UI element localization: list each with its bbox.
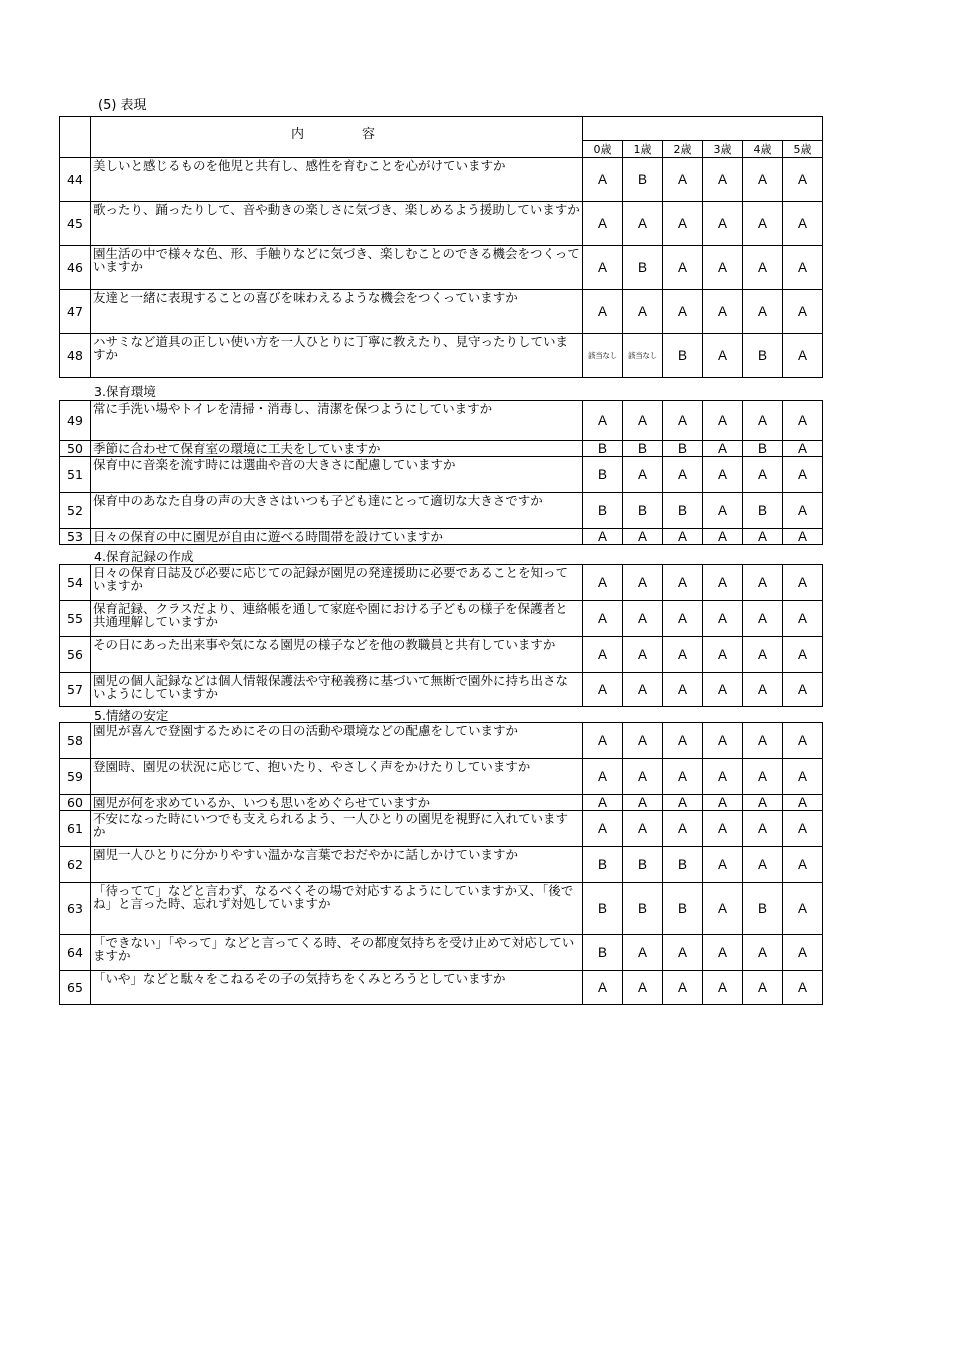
grade-age-1: A <box>623 529 663 545</box>
item-number: 46 <box>60 246 91 290</box>
grade-age-2: A <box>663 811 703 847</box>
header-number-cell <box>60 117 91 158</box>
table-row <box>60 457 823 493</box>
grade-age-2: B <box>663 441 703 457</box>
grade-age-1: A <box>623 723 663 759</box>
grade-age-5: A <box>783 158 823 202</box>
grade-age-3: A <box>703 158 743 202</box>
grade-age-3: A <box>703 457 743 493</box>
item-text: 保育記録、クラスだより、連絡帳を通して家庭や園における子どもの様子を保護者と共通理解していますか <box>91 601 583 637</box>
grade-age-5: A <box>783 290 823 334</box>
item-text: 日々の保育の中に園児が自由に遊べる時間帯を設けていますか <box>91 529 583 545</box>
header-age-4: 4歳 <box>743 141 783 158</box>
grade-age-3: A <box>703 565 743 601</box>
item-number: 49 <box>60 401 91 441</box>
item-number: 59 <box>60 759 91 795</box>
item-text: 園児が喜んで登園するためにその日の活動や環境などの配慮をしていますか <box>91 723 583 759</box>
grade-age-2: A <box>663 601 703 637</box>
section-label-records: 4.保育記録の作成 <box>94 549 194 564</box>
item-text: ハサミなど道具の正しい使い方を一人ひとりに丁寧に教えたり、見守ったりしていますか <box>91 334 583 378</box>
table-row <box>60 847 823 883</box>
grade-age-4: B <box>743 334 783 378</box>
grade-age-1: A <box>623 795 663 811</box>
grade-age-5: A <box>783 565 823 601</box>
grade-age-4: A <box>743 529 783 545</box>
grade-age-4: A <box>743 202 783 246</box>
grade-age-2: B <box>663 847 703 883</box>
header-age-5: 5歳 <box>783 141 823 158</box>
grade-age-4: B <box>743 493 783 529</box>
table-row <box>60 637 823 673</box>
table-row <box>60 811 823 847</box>
table-row <box>60 493 823 529</box>
item-number: 58 <box>60 723 91 759</box>
grade-age-3: A <box>703 883 743 935</box>
grade-age-5: A <box>783 847 823 883</box>
grade-age-3: A <box>703 529 743 545</box>
item-text: 友達と一緒に表現することの喜びを味わえるような機会をつくっていますか <box>91 290 583 334</box>
table-row <box>60 673 823 707</box>
item-text: 歌ったり、踊ったりして、音や動きの楽しさに気づき、楽しめるよう援助していますか <box>91 202 583 246</box>
grade-age-5: A <box>783 637 823 673</box>
grade-age-5: A <box>783 401 823 441</box>
item-text: 美しいと感じるものを他児と共有し、感性を育むことを心がけていますか <box>91 158 583 202</box>
table-row <box>60 202 823 246</box>
grade-age-2: A <box>663 759 703 795</box>
grade-age-4: A <box>743 811 783 847</box>
section-title: (5) 表現 <box>98 98 147 113</box>
grade-age-0: A <box>583 795 623 811</box>
grade-age-4: B <box>743 441 783 457</box>
evaluation-table-records <box>59 564 823 707</box>
grade-age-0: A <box>583 723 623 759</box>
item-text: 園生活の中で様々な色、形、手触りなどに気づき、楽しむことのできる機会をつくっていますか <box>91 246 583 290</box>
header-age-spacer <box>583 117 823 141</box>
grade-age-4: A <box>743 971 783 1005</box>
grade-age-0: A <box>583 290 623 334</box>
grade-age-3: A <box>703 847 743 883</box>
grade-age-5: A <box>783 493 823 529</box>
item-number: 53 <box>60 529 91 545</box>
grade-age-5: A <box>783 457 823 493</box>
grade-age-0: A <box>583 565 623 601</box>
item-text: 保育中のあなた自身の声の大きさはいつも子ども達にとって適切な大きさですか <box>91 493 583 529</box>
header-age-0: 0歳 <box>583 141 623 158</box>
header-content-label: 内容 <box>291 127 434 142</box>
grade-age-1: A <box>623 457 663 493</box>
item-number: 64 <box>60 935 91 971</box>
evaluation-table-emotional <box>59 722 823 1005</box>
grade-age-0: 該当なし <box>583 334 623 378</box>
grade-age-1: 該当なし <box>623 334 663 378</box>
item-text: その日にあった出来事や気になる園児の様子などを他の教職員と共有していますか <box>91 637 583 673</box>
item-number: 54 <box>60 565 91 601</box>
item-text: 「できない」「やって」などと言ってくる時、その都度気持ちを受け止めて対応していますか <box>91 935 583 971</box>
grade-age-1: A <box>623 565 663 601</box>
item-number: 47 <box>60 290 91 334</box>
grade-age-0: A <box>583 246 623 290</box>
item-text: 常に手洗い場やトイレを清掃・消毒し、清潔を保つようにしていますか <box>91 401 583 441</box>
item-text: 不安になった時にいつでも支えられるよう、一人ひとりの園児を視野に入れていますか <box>91 811 583 847</box>
item-text: 「いや」などと駄々をこねるその子の気持ちをくみとろうとしていますか <box>91 971 583 1005</box>
grade-age-1: B <box>623 158 663 202</box>
grade-age-2: A <box>663 637 703 673</box>
table-row <box>60 759 823 795</box>
grade-age-0: B <box>583 883 623 935</box>
table-row <box>60 334 823 378</box>
grade-age-3: A <box>703 673 743 707</box>
grade-age-4: B <box>743 883 783 935</box>
table-row <box>60 401 823 441</box>
table-row <box>60 883 823 935</box>
grade-age-3: A <box>703 795 743 811</box>
grade-age-0: B <box>583 847 623 883</box>
grade-age-3: A <box>703 401 743 441</box>
item-number: 57 <box>60 673 91 707</box>
grade-age-4: A <box>743 457 783 493</box>
table-row <box>60 935 823 971</box>
grade-age-2: A <box>663 401 703 441</box>
grade-age-2: A <box>663 457 703 493</box>
header-age-3: 3歳 <box>703 141 743 158</box>
grade-age-1: A <box>623 935 663 971</box>
grade-age-5: A <box>783 441 823 457</box>
section-label-environment: 3.保育環境 <box>94 384 156 399</box>
section-label-emotional: 5.情緒の安定 <box>94 708 169 723</box>
item-number: 50 <box>60 441 91 457</box>
grade-age-0: B <box>583 441 623 457</box>
grade-age-0: B <box>583 457 623 493</box>
evaluation-table-environment <box>59 400 823 545</box>
item-text: 園児が何を求めているか、いつも思いをめぐらせていますか <box>91 795 583 811</box>
grade-age-0: B <box>583 493 623 529</box>
grade-age-2: A <box>663 529 703 545</box>
grade-age-0: A <box>583 158 623 202</box>
grade-age-4: A <box>743 847 783 883</box>
item-number: 55 <box>60 601 91 637</box>
grade-age-3: A <box>703 441 743 457</box>
grade-age-4: A <box>743 723 783 759</box>
grade-age-5: A <box>783 935 823 971</box>
grade-age-4: A <box>743 246 783 290</box>
grade-age-5: A <box>783 246 823 290</box>
grade-age-3: A <box>703 246 743 290</box>
grade-age-5: A <box>783 529 823 545</box>
grade-age-1: A <box>623 971 663 1005</box>
grade-age-0: A <box>583 759 623 795</box>
grade-age-4: A <box>743 673 783 707</box>
grade-age-0: A <box>583 529 623 545</box>
grade-age-1: A <box>623 673 663 707</box>
grade-age-2: A <box>663 795 703 811</box>
grade-age-2: A <box>663 723 703 759</box>
grade-age-1: A <box>623 601 663 637</box>
grade-age-3: A <box>703 723 743 759</box>
grade-age-2: A <box>663 935 703 971</box>
header-age-1: 1歳 <box>623 141 663 158</box>
grade-age-2: B <box>663 883 703 935</box>
item-number: 61 <box>60 811 91 847</box>
table-row <box>60 290 823 334</box>
item-number: 60 <box>60 795 91 811</box>
grade-age-2: A <box>663 202 703 246</box>
grade-age-0: A <box>583 601 623 637</box>
table-row <box>60 971 823 1005</box>
item-text: 保育中に音楽を流す時には選曲や音の大きさに配慮していますか <box>91 457 583 493</box>
item-text: 登園時、園児の状況に応じて、抱いたり、やさしく声をかけたりしていますか <box>91 759 583 795</box>
grade-age-1: A <box>623 290 663 334</box>
item-number: 65 <box>60 971 91 1005</box>
grade-age-2: A <box>663 246 703 290</box>
evaluation-table-expression <box>59 116 823 378</box>
grade-age-4: A <box>743 158 783 202</box>
grade-age-1: B <box>623 847 663 883</box>
item-number: 45 <box>60 202 91 246</box>
item-text: 園児の個人記録などは個人情報保護法や守秘義務に基づいて無断で園外に持ち出さないようにしていますか <box>91 673 583 707</box>
grade-age-4: A <box>743 637 783 673</box>
table-row <box>60 601 823 637</box>
table-row <box>60 723 823 759</box>
item-number: 56 <box>60 637 91 673</box>
grade-age-5: A <box>783 759 823 795</box>
item-number: 51 <box>60 457 91 493</box>
grade-age-5: A <box>783 971 823 1005</box>
header-content-cell <box>91 117 583 158</box>
grade-age-0: A <box>583 673 623 707</box>
grade-age-5: A <box>783 601 823 637</box>
grade-age-0: A <box>583 637 623 673</box>
grade-age-2: A <box>663 565 703 601</box>
grade-age-3: A <box>703 637 743 673</box>
grade-age-1: A <box>623 202 663 246</box>
grade-age-3: A <box>703 202 743 246</box>
item-number: 62 <box>60 847 91 883</box>
grade-age-1: A <box>623 401 663 441</box>
item-number: 48 <box>60 334 91 378</box>
table-row <box>60 565 823 601</box>
grade-age-4: A <box>743 759 783 795</box>
grade-age-5: A <box>783 673 823 707</box>
grade-age-5: A <box>783 723 823 759</box>
grade-age-4: A <box>743 935 783 971</box>
grade-age-3: A <box>703 935 743 971</box>
grade-age-2: A <box>663 158 703 202</box>
grade-age-5: A <box>783 811 823 847</box>
grade-age-1: B <box>623 441 663 457</box>
item-text: 「待ってて」などと言わず、なるべくその場で対応するようにしていますか又、「後でね」と言った時、忘れず対処していますか <box>91 883 583 935</box>
grade-age-4: A <box>743 601 783 637</box>
table-row <box>60 246 823 290</box>
table-row <box>60 158 823 202</box>
grade-age-0: B <box>583 935 623 971</box>
table-row <box>60 795 823 811</box>
grade-age-0: A <box>583 811 623 847</box>
grade-age-3: A <box>703 811 743 847</box>
table-row <box>60 441 823 457</box>
grade-age-1: B <box>623 883 663 935</box>
grade-age-5: A <box>783 202 823 246</box>
grade-age-3: A <box>703 759 743 795</box>
item-text: 日々の保育日誌及び必要に応じての記録が園児の発達援助に必要であることを知っていますか <box>91 565 583 601</box>
grade-age-4: A <box>743 795 783 811</box>
grade-age-5: A <box>783 334 823 378</box>
grade-age-1: B <box>623 493 663 529</box>
grade-age-1: A <box>623 759 663 795</box>
grade-age-4: A <box>743 290 783 334</box>
item-number: 52 <box>60 493 91 529</box>
grade-age-5: A <box>783 883 823 935</box>
item-text: 園児一人ひとりに分かりやすい温かな言葉でおだやかに話しかけていますか <box>91 847 583 883</box>
grade-age-2: A <box>663 971 703 1005</box>
grade-age-2: B <box>663 334 703 378</box>
grade-age-3: A <box>703 971 743 1005</box>
grade-age-2: A <box>663 290 703 334</box>
item-text: 季節に合わせて保育室の環境に工夫をしていますか <box>91 441 583 457</box>
grade-age-4: A <box>743 565 783 601</box>
grade-age-3: A <box>703 290 743 334</box>
item-number: 44 <box>60 158 91 202</box>
grade-age-3: A <box>703 601 743 637</box>
grade-age-1: B <box>623 246 663 290</box>
grade-age-2: A <box>663 673 703 707</box>
grade-age-3: A <box>703 334 743 378</box>
grade-age-1: A <box>623 811 663 847</box>
grade-age-0: A <box>583 401 623 441</box>
grade-age-5: A <box>783 795 823 811</box>
grade-age-0: A <box>583 202 623 246</box>
grade-age-2: B <box>663 493 703 529</box>
item-number: 63 <box>60 883 91 935</box>
table-row <box>60 529 823 545</box>
grade-age-3: A <box>703 493 743 529</box>
grade-age-0: A <box>583 971 623 1005</box>
grade-age-4: A <box>743 401 783 441</box>
header-age-2: 2歳 <box>663 141 703 158</box>
grade-age-1: A <box>623 637 663 673</box>
